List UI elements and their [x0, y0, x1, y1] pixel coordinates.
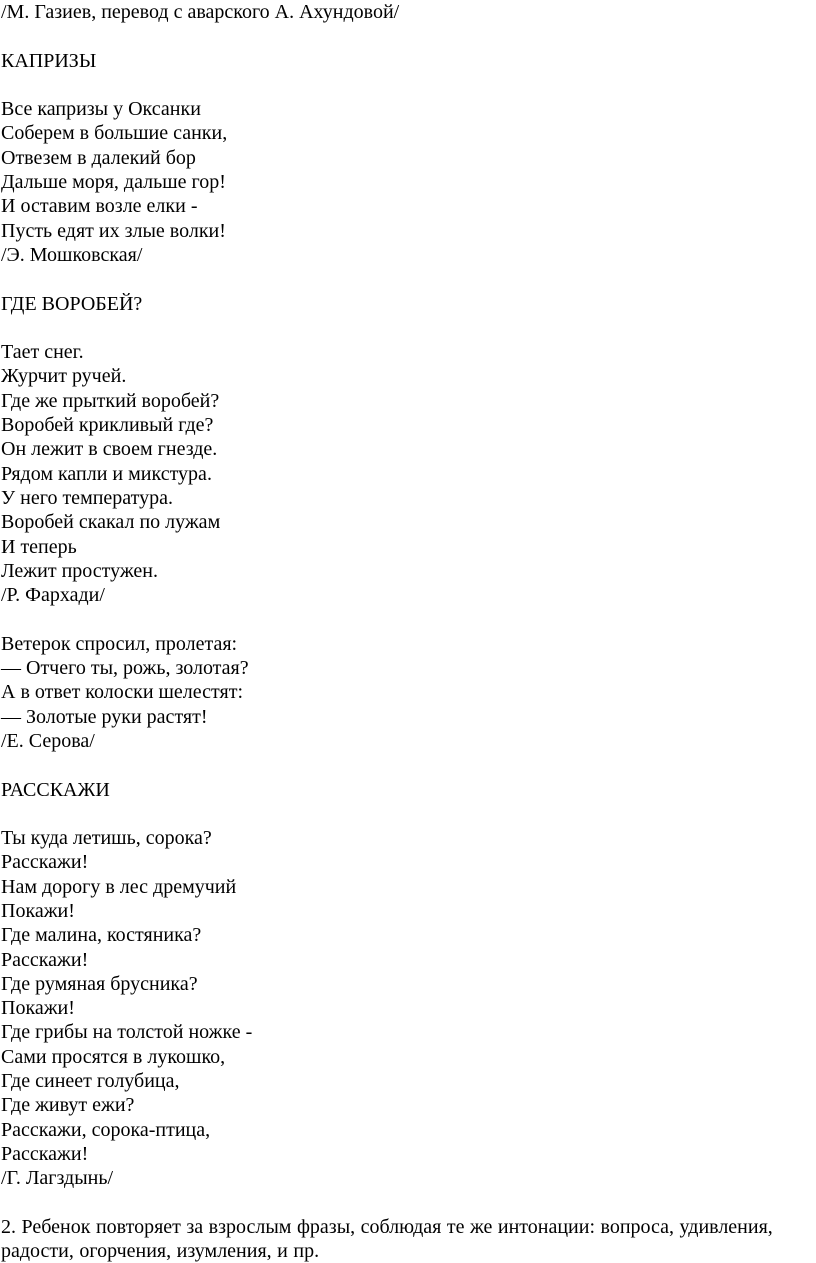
poem-line: Соберем в большие санки, [1, 122, 228, 145]
blank-line [1, 802, 813, 826]
poem-line: Нам дорогу в лес дремучий [1, 875, 237, 898]
poem-line: Журчит ручей. [1, 365, 127, 388]
author-attribution: /Р. Фархади/ [1, 584, 105, 607]
blank-line [1, 607, 813, 631]
poem-line: Он лежит в своем гнезде. [1, 438, 218, 461]
title-block [1, 49, 813, 73]
title-block [1, 778, 813, 802]
blank-line [1, 267, 813, 291]
poem-line: А в ответ колоски шелестят: [1, 681, 244, 704]
author-attribution: /Е. Серова/ [1, 729, 95, 752]
poem-line: Покажи! [1, 899, 75, 922]
poem-line: Сами просятся в лукошко, [1, 1045, 226, 1068]
poem-line: Пусть едят их злые волки! [1, 219, 226, 242]
author-attribution: /М. Газиев, перевод с аварского А. Ахундовой/ [1, 1, 400, 23]
poem-line: Где румяная брусника? [1, 972, 198, 995]
poem-line: — Золотые руки растят! [1, 705, 208, 728]
blank-line [1, 753, 813, 777]
document-page [1, 0, 813, 1263]
poem-line: Воробей крикливый где? [1, 414, 214, 437]
poem-block [1, 826, 813, 1190]
poem-line: Отвезем в далекий бор [1, 146, 196, 169]
poem-line: Где же прыткий воробей? [1, 389, 220, 412]
poem-line: Все капризы у Оксанки [1, 98, 201, 121]
instruction-paragraph: 2. Ребенок повторяет за взрослым фразы, соблюдая те же интонации: вопроса, удивления, радости, огорчения, изумления, и пр. [1, 1215, 773, 1263]
poem-line: Воробей скакал по лужам [1, 511, 221, 534]
poem-line: Тает снег. [1, 341, 84, 364]
poem-block [1, 340, 813, 607]
title-block [1, 292, 813, 316]
poem-line: Где живут ежи? [1, 1094, 135, 1117]
poem-line: И оставим возле елки - [1, 195, 198, 218]
poem-line: Ветерок спросил, пролетая: [1, 632, 238, 655]
poem-block [1, 632, 813, 753]
poem-line: Где грибы на толстой ножке - [1, 1021, 253, 1044]
author-attribution: /Э. Мошковская/ [1, 243, 143, 266]
blank-line [1, 73, 813, 97]
poem-block [1, 97, 813, 267]
poem-line: Рядом капли и микстура. [1, 462, 212, 485]
section-title: КАПРИЗЫ [1, 49, 97, 72]
poem-line: И теперь [1, 535, 77, 558]
poem-line: Где синеет голубица, [1, 1070, 180, 1093]
poem-line: Лежит простужен. [1, 559, 158, 582]
blank-line [1, 24, 813, 48]
poem-line: Расскажи! [1, 1142, 89, 1165]
poem-line: Расскажи! [1, 851, 89, 874]
blank-line [1, 316, 813, 340]
poem-line: — Отчего ты, рожь, золотая? [1, 657, 249, 680]
blank-line [1, 1191, 813, 1215]
section-title: РАССКАЖИ [1, 778, 110, 801]
poem-line: У него температура. [1, 486, 174, 509]
author-attribution: /Г. Лагздынь/ [1, 1167, 114, 1190]
poem-line: Дальше моря, дальше гор! [1, 171, 226, 194]
poem-line: Где малина, костяника? [1, 924, 202, 947]
attribution-block [1, 0, 813, 24]
poem-line: Расскажи! [1, 948, 89, 971]
poem-line: Покажи! [1, 997, 75, 1020]
document-content [1, 0, 813, 1215]
poem-line: Расскажи, сорока-птица, [1, 1118, 211, 1141]
section-title: ГДЕ ВОРОБЕЙ? [1, 292, 143, 315]
poem-line: Ты куда летишь, сорока? [1, 827, 212, 850]
